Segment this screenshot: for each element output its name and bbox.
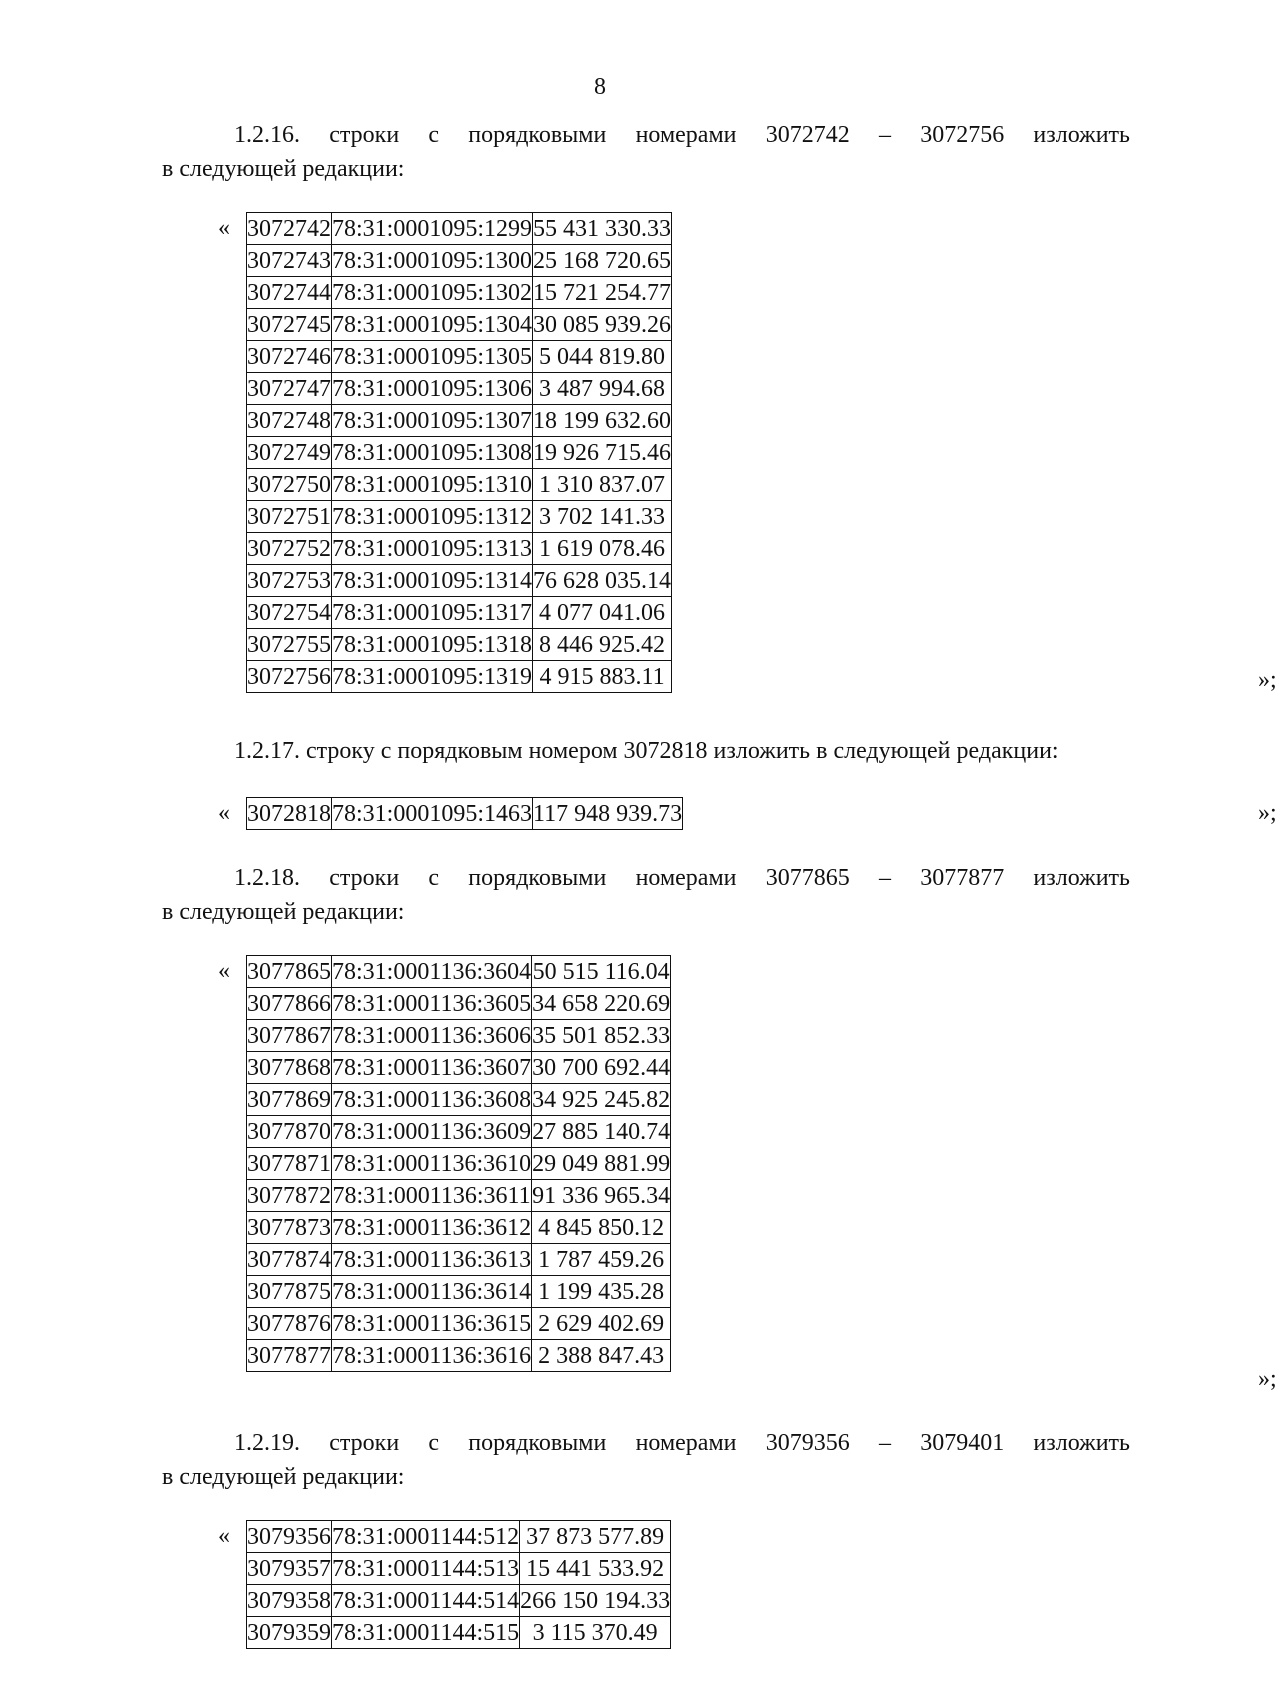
open-quote: « [218, 215, 230, 241]
cadastral-number-cell: 78:31:0001095:1318 [332, 629, 533, 661]
value-cell: 91 336 965.34 [532, 1180, 671, 1212]
intro-line-1: 1.2.19. строки с порядковыми номерами 3079356 – 3079401 изложить [234, 1430, 1130, 1456]
cadastral-number-cell: 78:31:0001136:3615 [332, 1308, 532, 1340]
cadastral-number-cell: 78:31:0001136:3612 [332, 1212, 532, 1244]
table-row [247, 798, 683, 830]
value-cell: 4 845 850.12 [532, 1212, 671, 1244]
table-row [247, 373, 672, 405]
row-number-cell: 3072751 [247, 501, 332, 533]
row-number-cell: 3079356 [247, 1521, 332, 1553]
table-row [247, 597, 672, 629]
intro-line-2: в следующей редакции: [162, 1464, 405, 1490]
row-number-cell: 3077871 [247, 1148, 332, 1180]
cadastral-number-cell: 78:31:0001095:1319 [332, 661, 533, 693]
open-quote: « [218, 800, 230, 826]
table-row [247, 437, 672, 469]
row-number-cell: 3077869 [247, 1084, 332, 1116]
row-number-cell: 3072752 [247, 533, 332, 565]
value-cell: 15 441 533.92 [520, 1553, 671, 1585]
row-number-cell: 3072747 [247, 373, 332, 405]
value-cell: 2 388 847.43 [532, 1340, 671, 1372]
cadastral-number-cell: 78:31:0001095:1317 [332, 597, 533, 629]
row-number-cell: 3072756 [247, 661, 332, 693]
value-cell: 35 501 852.33 [532, 1020, 671, 1052]
row-number-cell: 3072754 [247, 597, 332, 629]
table-row [247, 1521, 671, 1553]
open-quote: « [218, 1523, 230, 1549]
close-quote: »; [1258, 800, 1277, 826]
row-number-cell: 3072745 [247, 309, 332, 341]
value-cell: 117 948 939.73 [533, 798, 683, 830]
cadastral-number-cell: 78:31:0001095:1302 [332, 277, 533, 309]
table-row [247, 1020, 671, 1052]
value-cell: 15 721 254.77 [533, 277, 672, 309]
value-cell: 50 515 116.04 [532, 956, 671, 988]
intro-line-1: 1.2.17. строку с порядковым номером 3072818 изложить в следующей редакции: [234, 738, 1059, 764]
row-number-cell: 3072818 [247, 798, 332, 830]
table-row [247, 1308, 671, 1340]
row-number-cell: 3077865 [247, 956, 332, 988]
cadastral-number-cell: 78:31:0001136:3611 [332, 1180, 532, 1212]
table-row [247, 501, 672, 533]
section-1-2-19-intro [162, 1426, 1130, 1494]
cadastral-number-cell: 78:31:0001095:1313 [332, 533, 533, 565]
row-number-cell: 3077866 [247, 988, 332, 1020]
table-row [247, 405, 672, 437]
table-row [247, 629, 672, 661]
cadastral-number-cell: 78:31:0001136:3613 [332, 1244, 532, 1276]
row-number-cell: 3079359 [247, 1617, 332, 1649]
table-row [247, 1585, 671, 1617]
cadastral-number-cell: 78:31:0001144:515 [332, 1617, 520, 1649]
value-cell: 3 115 370.49 [520, 1617, 671, 1649]
intro-line-1: 1.2.16. строки с порядковыми номерами 3072742 – 3072756 изложить [234, 122, 1130, 148]
close-quote: »; [1258, 667, 1277, 693]
intro-line-1: 1.2.18. строки с порядковыми номерами 3077865 – 3077877 изложить [234, 865, 1130, 891]
table-row [247, 1617, 671, 1649]
cadastral-number-cell: 78:31:0001144:514 [332, 1585, 520, 1617]
table-row [247, 1244, 671, 1276]
row-number-cell: 3077873 [247, 1212, 332, 1244]
row-number-cell: 3072749 [247, 437, 332, 469]
row-number-cell: 3072748 [247, 405, 332, 437]
value-cell: 3 702 141.33 [533, 501, 672, 533]
cadastral-number-cell: 78:31:0001095:1307 [332, 405, 533, 437]
cadastral-number-cell: 78:31:0001095:1304 [332, 309, 533, 341]
table-row [247, 213, 672, 245]
table-row [247, 309, 672, 341]
row-number-cell: 3072750 [247, 469, 332, 501]
row-number-cell: 3079357 [247, 1553, 332, 1585]
table-row [247, 1340, 671, 1372]
row-number-cell: 3072753 [247, 565, 332, 597]
cadastral-number-cell: 78:31:0001095:1463 [332, 798, 533, 830]
value-cell: 76 628 035.14 [533, 565, 672, 597]
section-1-2-17-intro [162, 734, 1130, 768]
value-cell: 29 049 881.99 [532, 1148, 671, 1180]
cadastral-number-cell: 78:31:0001136:3616 [332, 1340, 532, 1372]
table-row [247, 956, 671, 988]
table-row [247, 661, 672, 693]
value-cell: 37 873 577.89 [520, 1521, 671, 1553]
table-row [247, 533, 672, 565]
row-number-cell: 3077877 [247, 1340, 332, 1372]
value-cell: 2 629 402.69 [532, 1308, 671, 1340]
value-cell: 18 199 632.60 [533, 405, 672, 437]
table-row [247, 1276, 671, 1308]
row-number-cell: 3077867 [247, 1020, 332, 1052]
table-row [247, 277, 672, 309]
cadastral-number-cell: 78:31:0001095:1306 [332, 373, 533, 405]
row-number-cell: 3077875 [247, 1276, 332, 1308]
row-number-cell: 3072755 [247, 629, 332, 661]
table-row [247, 1084, 671, 1116]
value-cell: 4 915 883.11 [533, 661, 672, 693]
row-number-cell: 3077868 [247, 1052, 332, 1084]
intro-line-2: в следующей редакции: [162, 156, 405, 182]
section-1-2-16-table [246, 212, 672, 693]
value-cell: 1 310 837.07 [533, 469, 672, 501]
value-cell: 1 199 435.28 [532, 1276, 671, 1308]
cadastral-number-cell: 78:31:0001136:3604 [332, 956, 532, 988]
cadastral-number-cell: 78:31:0001095:1308 [332, 437, 533, 469]
cadastral-number-cell: 78:31:0001095:1305 [332, 341, 533, 373]
section-1-2-18-table [246, 955, 671, 1372]
cadastral-number-cell: 78:31:0001095:1314 [332, 565, 533, 597]
value-cell: 266 150 194.33 [520, 1585, 671, 1617]
row-number-cell: 3079358 [247, 1585, 332, 1617]
cadastral-number-cell: 78:31:0001136:3607 [332, 1052, 532, 1084]
value-cell: 55 431 330.33 [533, 213, 672, 245]
row-number-cell: 3072746 [247, 341, 332, 373]
table-row [247, 341, 672, 373]
cadastral-number-cell: 78:31:0001095:1299 [332, 213, 533, 245]
value-cell: 30 085 939.26 [533, 309, 672, 341]
value-cell: 27 885 140.74 [532, 1116, 671, 1148]
row-number-cell: 3077876 [247, 1308, 332, 1340]
table-row [247, 1180, 671, 1212]
value-cell: 34 658 220.69 [532, 988, 671, 1020]
value-cell: 5 044 819.80 [533, 341, 672, 373]
value-cell: 8 446 925.42 [533, 629, 672, 661]
row-number-cell: 3077874 [247, 1244, 332, 1276]
value-cell: 1 787 459.26 [532, 1244, 671, 1276]
cadastral-number-cell: 78:31:0001144:513 [332, 1553, 520, 1585]
cadastral-number-cell: 78:31:0001136:3605 [332, 988, 532, 1020]
table-row [247, 1212, 671, 1244]
cadastral-number-cell: 78:31:0001136:3610 [332, 1148, 532, 1180]
cadastral-number-cell: 78:31:0001136:3609 [332, 1116, 532, 1148]
table-row [247, 988, 671, 1020]
cadastral-number-cell: 78:31:0001095:1310 [332, 469, 533, 501]
cadastral-number-cell: 78:31:0001136:3614 [332, 1276, 532, 1308]
open-quote: « [218, 958, 230, 984]
row-number-cell: 3077872 [247, 1180, 332, 1212]
value-cell: 1 619 078.46 [533, 533, 672, 565]
value-cell: 30 700 692.44 [532, 1052, 671, 1084]
value-cell: 19 926 715.46 [533, 437, 672, 469]
table-row [247, 245, 672, 277]
value-cell: 3 487 994.68 [533, 373, 672, 405]
value-cell: 25 168 720.65 [533, 245, 672, 277]
cadastral-number-cell: 78:31:0001144:512 [332, 1521, 520, 1553]
row-number-cell: 3077870 [247, 1116, 332, 1148]
table-row [247, 1052, 671, 1084]
page-number: 8 [594, 74, 606, 100]
table-row [247, 469, 672, 501]
value-cell: 4 077 041.06 [533, 597, 672, 629]
table-row [247, 1148, 671, 1180]
cadastral-number-cell: 78:31:0001136:3608 [332, 1084, 532, 1116]
table-row [247, 565, 672, 597]
cadastral-number-cell: 78:31:0001095:1312 [332, 501, 533, 533]
section-1-2-18-intro [162, 861, 1130, 929]
cadastral-number-cell: 78:31:0001136:3606 [332, 1020, 532, 1052]
section-1-2-19-table [246, 1520, 671, 1649]
row-number-cell: 3072742 [247, 213, 332, 245]
intro-line-2: в следующей редакции: [162, 899, 405, 925]
close-quote: »; [1258, 1366, 1277, 1392]
table-row [247, 1116, 671, 1148]
section-1-2-16-intro [162, 118, 1130, 186]
section-1-2-17-table [246, 797, 683, 830]
table-row [247, 1553, 671, 1585]
value-cell: 34 925 245.82 [532, 1084, 671, 1116]
row-number-cell: 3072743 [247, 245, 332, 277]
cadastral-number-cell: 78:31:0001095:1300 [332, 245, 533, 277]
row-number-cell: 3072744 [247, 277, 332, 309]
